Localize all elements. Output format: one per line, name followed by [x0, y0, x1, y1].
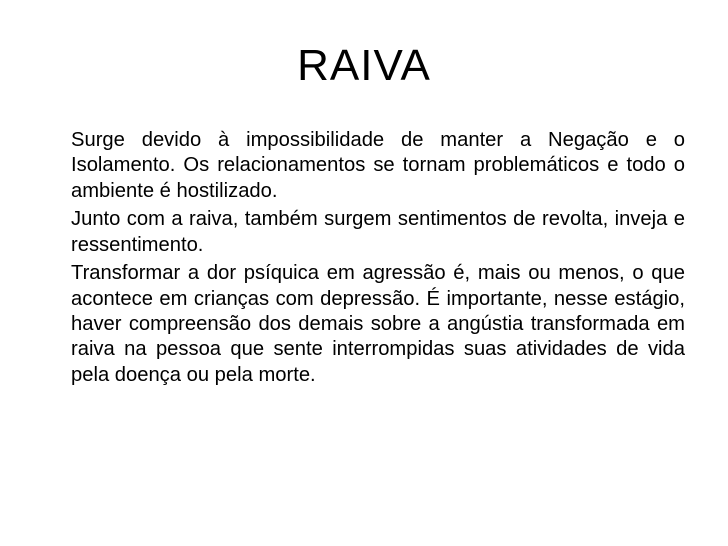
paragraph-3: Transformar a dor psíquica em agressão é, mais ou menos, o que acontece em crianças com depressão. É importante, nesse estágio, haver compreensão dos demais sobre a angústia transformada em raiva na pessoa que sente interrompidas suas atividades de vida pela doença ou pela morte.: [71, 262, 685, 386]
paragraph-1: Surge devido à impossibilidade de manter a Negação e o Isolamento. Os relacionamentos se tornam problemáticos e todo o ambiente é hostilizado.: [71, 129, 685, 202]
paragraph-2: Junto com a raiva, também surgem sentimentos de revolta, inveja e ressentimento.: [71, 208, 685, 256]
slide-body: [71, 128, 685, 391]
slide-title: RAIVA: [297, 41, 431, 90]
